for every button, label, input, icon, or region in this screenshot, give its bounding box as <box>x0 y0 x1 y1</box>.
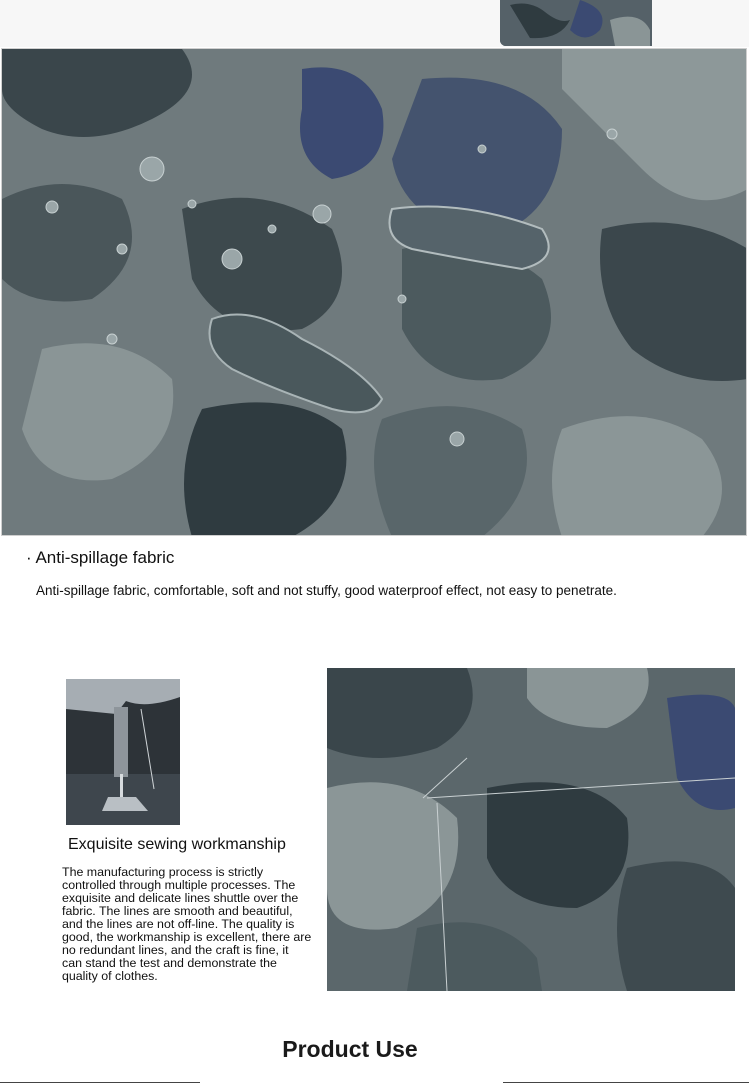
feature-heading: · Anti-spillage fabric <box>26 548 175 567</box>
previous-product-photo-crop <box>500 0 652 46</box>
waterproof-fabric-photo <box>1 48 747 536</box>
sewing-title: Exquisite sewing workmanship <box>68 836 286 853</box>
section-title: Product Use <box>282 1036 418 1062</box>
sewing-machine-photo <box>66 679 180 825</box>
divider-left <box>0 1082 200 1083</box>
feature-description: Anti-spillage fabric, comfortable, soft and not stuffy, good waterproof effect, not easy to penetrate. <box>36 583 617 598</box>
sewing-description: The manufacturing process is strictly controlled through multiple processes. The exquisite and delicate lines shuttle over the fabric. The lines are smooth and beautiful, and the lines are not off-line. The quality is good, the workmanship is excellent, there are no redundant lines, and the craft is fine, it can stand the test and demonstrate the quality of clothes. <box>62 865 312 983</box>
divider-right <box>503 1082 749 1083</box>
pocket-stitching-photo <box>327 668 735 991</box>
